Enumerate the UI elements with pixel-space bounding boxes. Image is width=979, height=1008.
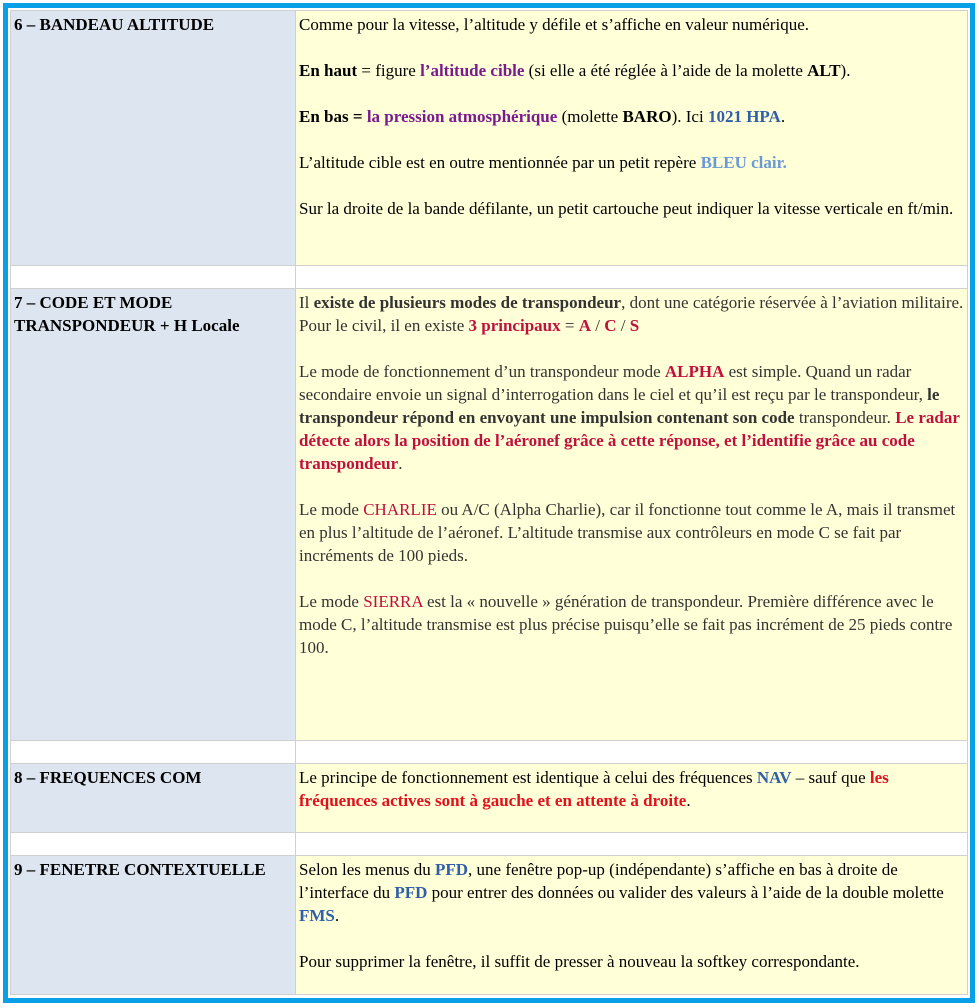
paragraph: [299, 858, 964, 927]
text-segment: .: [334, 906, 340, 925]
table-row: [11, 856, 968, 995]
paragraph: [299, 151, 964, 174]
paragraph: [299, 766, 964, 812]
text-segment: BLEU clair.: [700, 153, 787, 172]
info-table: [10, 10, 968, 995]
text-segment: /: [616, 316, 630, 335]
text-segment: L’altitude cible est en outre mentionnée par un petit repère: [299, 153, 701, 172]
text-segment: PFD: [394, 883, 428, 902]
text-segment: Selon les menus du: [299, 860, 435, 879]
row-title: 9 – FENETRE CONTEXTUELLE: [11, 856, 296, 995]
table-row: [11, 764, 968, 833]
text-segment: ).: [840, 61, 851, 80]
text-segment: pour entrer des données ou valider des valeurs à l’aide de la double molette: [427, 883, 944, 902]
text-segment: En bas: [299, 107, 349, 126]
text-segment: Le mode: [299, 500, 364, 519]
text-segment: les fréquences actives sont à gauche et en attente à droite: [299, 768, 889, 810]
text-segment: =: [560, 316, 579, 335]
spacer-row: [11, 266, 968, 289]
row-content: [296, 289, 968, 741]
paragraph: [299, 950, 964, 973]
paragraph: [299, 13, 964, 36]
text-segment: C: [604, 316, 617, 335]
text-segment: Pour supprimer la fenêtre, il suffit de presser à nouveau la softkey correspondante.: [299, 952, 860, 971]
text-segment: est la « nouvelle » génération de transpondeur. Première différence avec le mode C, l’altitude transmise est plus précise puisqu’elle se fait pas incrément de 25 pieds contre 100.: [299, 592, 953, 657]
text-segment: BARO: [622, 107, 672, 126]
text-segment: est simple. Quand un radar secondaire envoie un signal d’interrogation dans le ciel et qu’il est reçu par le transpondeur,: [299, 362, 928, 404]
text-segment: Le mode de fonctionnement d’un transpondeur mode: [299, 362, 665, 381]
text-segment: En haut: [299, 61, 358, 80]
spacer-row: [11, 833, 968, 856]
text-segment: ALPHA: [664, 362, 725, 381]
paragraph: [299, 197, 964, 220]
text-segment: Sur la droite de la bande défilante, un petit cartouche peut indiquer la vitesse verticale en ft/min.: [299, 199, 954, 218]
text-segment: ALT: [807, 61, 841, 80]
text-segment: l’altitude cible: [420, 61, 525, 80]
text-segment: , une fenêtre pop-up (indépendante) s’affiche en bas à droite de l’interface du: [299, 860, 898, 902]
text-segment: (molette: [557, 107, 623, 126]
text-segment: .: [780, 107, 786, 126]
text-segment: transpondeur.: [794, 408, 896, 427]
paragraph: [299, 291, 964, 337]
text-segment: Le radar détecte alors la position de l’aéronef grâce à cette réponse, et l’identifie grâce au code transpondeur: [299, 408, 960, 473]
paragraph: [299, 360, 964, 475]
text-segment: CHARLIE: [363, 500, 437, 519]
paragraph: [299, 590, 964, 659]
spacer-cell: [11, 833, 296, 856]
text-segment: /: [590, 316, 605, 335]
paragraph: [299, 105, 964, 128]
row-title: 7 – CODE ET MODE TRANSPONDEUR + H Locale: [11, 289, 296, 741]
document-frame: [3, 3, 975, 1003]
row-title: 8 – FREQUENCES COM: [11, 764, 296, 833]
paragraph: [299, 498, 964, 567]
text-segment: PFD: [435, 860, 469, 879]
text-segment: .: [398, 454, 403, 473]
text-segment: A: [578, 316, 591, 335]
row-content: [296, 764, 968, 833]
text-segment: .: [686, 791, 691, 810]
text-segment: (si elle a été réglée à l’aide de la molette: [524, 61, 808, 80]
text-segment: SIERRA: [363, 592, 423, 611]
table-row: [11, 289, 968, 741]
text-segment: , dont une catégorie réservée à l’aviation militaire. Pour le civil, il en existe: [299, 293, 964, 335]
text-segment: transpondeur: [517, 293, 622, 312]
spacer-cell: [11, 266, 296, 289]
text-segment: 3 principaux: [468, 316, 561, 335]
row-title: 6 – BANDEAU ALTITUDE: [11, 11, 296, 266]
text-segment: FMS: [299, 906, 335, 925]
text-segment: ou A/C (Alpha Charlie), car il fonctionne tout comme le A, mais il transmet en plus l’altitude de l’aéronef. L’altitude transmise aux contrôleurs en mode C se fait par incréments de 100 pieds.: [299, 500, 956, 565]
text-segment: – sauf que: [791, 768, 870, 787]
text-segment: 1021 HPA: [707, 107, 781, 126]
spacer-cell: [296, 266, 968, 289]
table-row: [11, 11, 968, 266]
text-segment: = figure: [357, 61, 421, 80]
text-segment: Comme pour la vitesse, l’altitude y défile et s’affiche en valeur numérique.: [299, 15, 809, 34]
spacer-row: [11, 741, 968, 764]
text-segment: Le mode: [299, 592, 364, 611]
text-segment: NAV: [756, 768, 792, 787]
row-content: [296, 856, 968, 995]
text-segment: Il: [299, 293, 314, 312]
text-segment: ). Ici: [671, 107, 708, 126]
text-segment: =: [348, 107, 367, 126]
text-segment: le transpondeur répond en envoyant une impulsion contenant son code: [299, 385, 940, 427]
spacer-cell: [11, 741, 296, 764]
text-segment: Le principe de fonctionnement est identique à celui des fréquences: [299, 768, 757, 787]
text-segment: existe de plusieurs modes de: [313, 293, 518, 312]
spacer-cell: [296, 833, 968, 856]
spacer-cell: [296, 741, 968, 764]
text-segment: S: [629, 316, 640, 335]
text-segment: la pression atmosphérique: [366, 107, 558, 126]
row-content: [296, 11, 968, 266]
paragraph: [299, 59, 964, 82]
